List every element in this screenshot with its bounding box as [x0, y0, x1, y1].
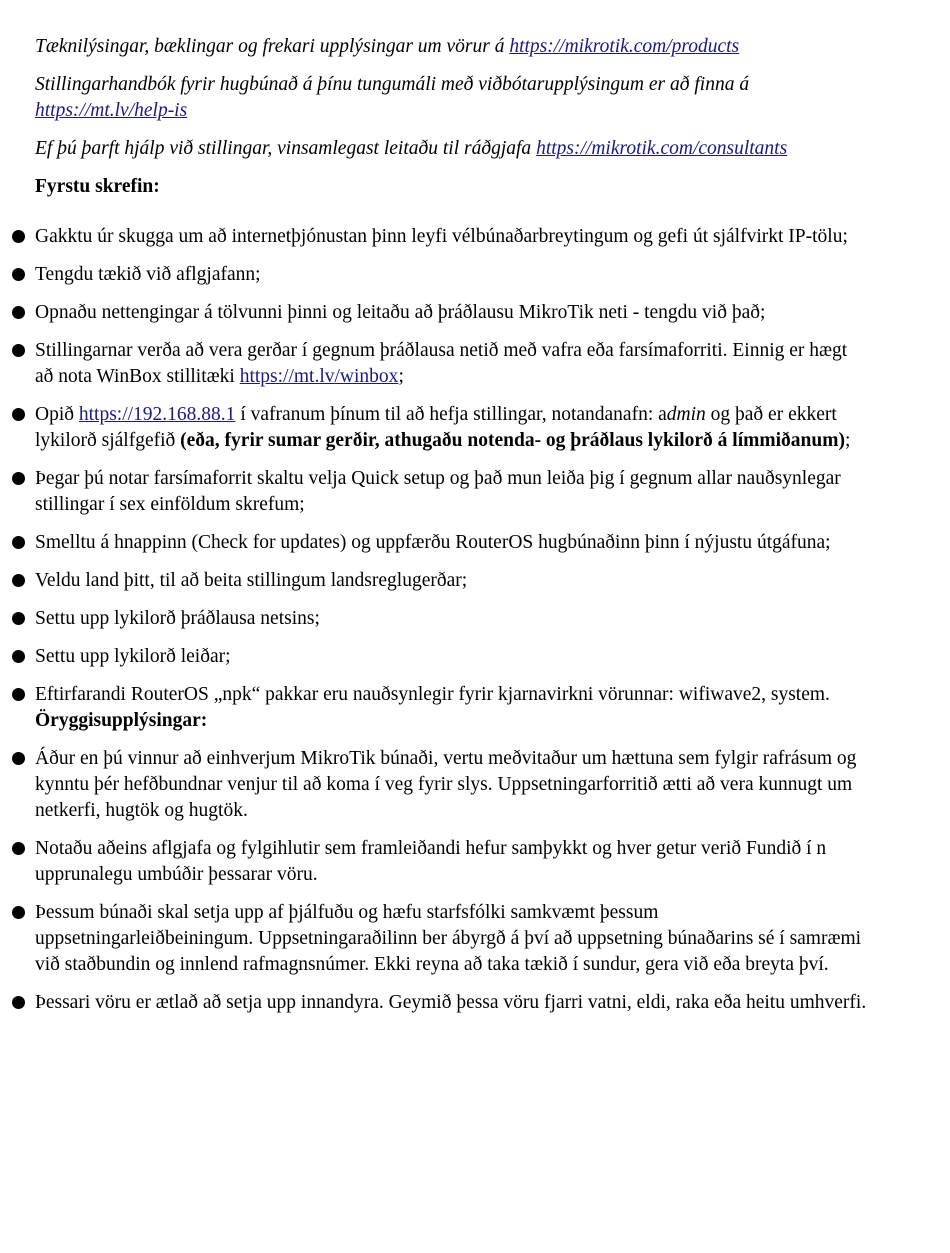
bullet-icon: [12, 268, 25, 281]
list-item-text: og það er ekkert lykilorð sjálfgefið: [35, 404, 837, 451]
list-item: [35, 402, 870, 454]
products-link[interactable]: https://mikrotik.com/products: [509, 36, 740, 57]
list-item: [35, 568, 870, 594]
list-item-text: Þessari vöru er ætlað að setja upp innandyra. Geymið þessa vöru fjarri vatni, eldi, raka eða heitu umhverfi.: [35, 992, 867, 1013]
first-steps-heading: Fyrstu skrefin:: [35, 176, 160, 197]
list-item-text: Þessum búnaði skal setja upp af þjálfuðu og hæfu starfsfólki samkvæmt þessum uppsetningarleiðbeiningum. Uppsetningaraðilinn ber ábyrgð á því að uppsetning búnaðarins sé í samræmi við staðbundin og innlend rafmagnsnúmer. Ekki reyna að taka tækið í sundur, gera við eða breyta því.: [35, 902, 862, 975]
winbox-link[interactable]: https://mt.lv/winbox: [239, 366, 399, 387]
list-item-text: í vafranum þínum til að hefja stillingar, notandanafn: a: [235, 404, 667, 425]
list-item-text: Veldu land þitt, til að beita stillingum landsreglugerðar;: [35, 570, 468, 591]
list-item-text: Notaðu aðeins aflgjafa og fylgihlutir sem framleiðandi hefur samþykkt og hver getur verið Fundið í n upprunalegu umbúðir þessarar vöru.: [35, 838, 827, 885]
intro-consultants-text: Ef þú þarft hjálp við stillingar, vinsamlegast leitaðu til ráðgjafa: [35, 138, 537, 159]
list-item: [35, 644, 870, 670]
list-item: [35, 900, 870, 978]
bullet-icon: [12, 230, 25, 243]
list-item: [35, 466, 870, 518]
list-item-text: Opið: [35, 404, 79, 425]
router-ip-link[interactable]: https://192.168.88.1: [78, 404, 236, 425]
intro-help: [35, 72, 870, 124]
bullet-icon: [12, 752, 25, 765]
list-item: [35, 746, 870, 824]
list-item-text: Stillingarnar verða að vera gerðar í gegnum þráðlausa netið með vafra eða farsímaforriti. Einnig er hægt að nota WinBox stillitæki: [35, 340, 848, 387]
bullet-icon: [12, 344, 25, 357]
list-item: [35, 530, 870, 556]
help-link[interactable]: https://mt.lv/help-is: [35, 100, 188, 121]
list-item-text: Gakktu úr skugga um að internetþjónustan þinn leyfi vélbúnaðarbreytingum og gefi út sjálfvirkt IP-tölu;: [35, 226, 848, 247]
intro-help-text: Stillingarhandbók fyrir hugbúnað á þínu tungumáli með viðbótarupplýsingum er að finna á: [35, 74, 750, 95]
list-item: [35, 224, 870, 250]
list-item: [35, 262, 870, 288]
list-item-text: Tengdu tækið við aflgjafann;: [35, 264, 261, 285]
list-item-text: Settu upp lykilorð leiðar;: [35, 646, 231, 667]
safety-list: [35, 746, 870, 1016]
intro-products-text: Tæknilýsingar, bæklingar og frekari upplýsingar um vörur á: [35, 36, 510, 57]
list-item: [35, 300, 870, 326]
bullet-icon: [12, 536, 25, 549]
bullet-icon: [12, 612, 25, 625]
consultants-link[interactable]: https://mikrotik.com/consultants: [536, 138, 788, 159]
list-item: [35, 836, 870, 888]
list-item-text: Áður en þú vinnur að einhverjum MikroTik búnaði, vertu meðvitaður um hættuna sem fylgir rafrásum og kynntu þér hefðbundnar venjur til að koma í veg fyrir slys. Uppsetningarforritið ætti að vera kunnugt um netkerfi, hugtök og hugtök.: [35, 748, 857, 821]
list-item: [35, 606, 870, 632]
list-item: [35, 338, 870, 390]
list-item-end: ;: [844, 430, 851, 451]
bullet-icon: [12, 996, 25, 1009]
bullet-icon: [12, 842, 25, 855]
intro-products: [35, 34, 870, 60]
first-steps-list: [35, 224, 870, 734]
bullet-icon: [12, 650, 25, 663]
safety-heading: Öryggisupplýsingar:: [35, 710, 208, 731]
list-item-text: Eftirfarandi RouterOS „npk“ pakkar eru nauðsynlegir fyrir kjarnavirkni vörunnar: wifiwave2, system.: [35, 684, 830, 705]
list-item-text: Smelltu á hnappinn (Check for updates) og uppfærðu RouterOS hugbúnaðinn þinn í nýjustu útgáfuna;: [35, 532, 831, 553]
bullet-icon: [12, 306, 25, 319]
list-item: [35, 682, 870, 734]
bullet-icon: [12, 906, 25, 919]
list-item-text: Settu upp lykilorð þráðlausa netsins;: [35, 608, 320, 629]
username-value: dmin: [666, 404, 706, 425]
bullet-icon: [12, 472, 25, 485]
list-item: [35, 990, 870, 1016]
list-item-end: ;: [398, 366, 404, 387]
list-item-text: Þegar þú notar farsímaforrit skaltu velja Quick setup og það mun leiða þig í gegnum allar nauðsynlegar stillingar í sex einföldum skrefum;: [35, 468, 841, 515]
bullet-icon: [12, 574, 25, 587]
bullet-icon: [12, 688, 25, 701]
bullet-icon: [12, 408, 25, 421]
list-item-text: Opnaðu nettengingar á tölvunni þinni og leitaðu að þráðlausu MikroTik neti - tengdu við það;: [35, 302, 766, 323]
password-note: (eða, fyrir sumar gerðir, athugaðu notenda- og þráðlaus lykilorð á límmiðanum): [180, 430, 845, 451]
intro-consultants: [35, 136, 870, 162]
document-page: [35, 34, 870, 1028]
